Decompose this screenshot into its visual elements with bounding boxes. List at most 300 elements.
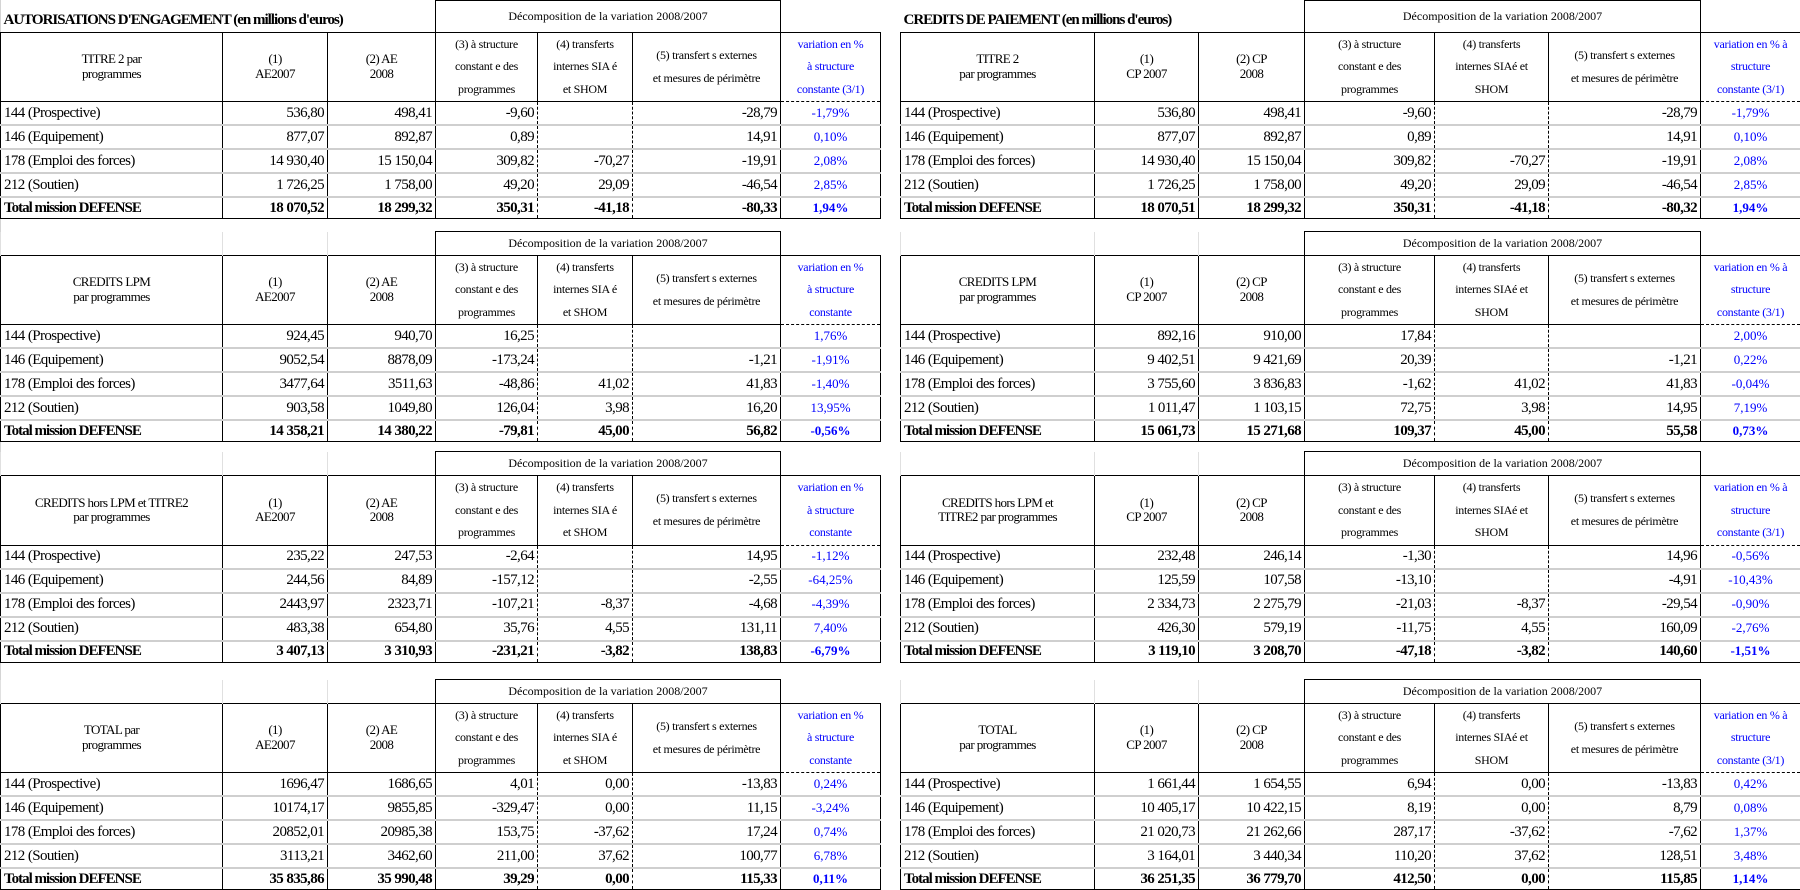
row-label: 212 (Soutien) <box>901 396 1095 420</box>
structure-constant: -11,75 <box>1305 617 1435 641</box>
variation-percent: 0,08% <box>1701 796 1800 820</box>
column-header-row <box>901 32 1800 101</box>
value-ae-cp-2008: 84,89 <box>328 569 436 593</box>
value-ae-cp-2007: 924,45 <box>223 324 328 348</box>
variation-percent: -10,43% <box>1701 569 1800 593</box>
row-header: TOTAL par programmes <box>901 703 1095 772</box>
external-transfers: 14,91 <box>633 125 781 149</box>
internal-transfers: 0,00 <box>538 796 633 820</box>
row-label: 144 (Prospective) <box>1 545 223 569</box>
total-value: 18 070,52 <box>223 197 328 219</box>
row-header: TITRE 2 par programmes <box>901 32 1095 101</box>
structure-constant: 20,39 <box>1305 348 1435 372</box>
row-header: CREDITS hors LPM et TITRE2 par programmes <box>901 475 1095 545</box>
left-table-title: AUTORISATIONS D'ENGAGEMENT (en millions d'euros) <box>1 1 436 33</box>
column-header-3: (3) à structure constant e des programmes <box>1305 255 1435 324</box>
value-ae-cp-2007: 536,80 <box>223 101 328 125</box>
right-table-2 <box>900 231 1800 442</box>
external-transfers <box>1549 324 1701 348</box>
decomposition-header: Décomposition de la variation 2008/2007 <box>1305 232 1701 256</box>
column-header-5: (5) transfert s externes et mesures de périmètre <box>1549 475 1701 545</box>
external-transfers: 8,79 <box>1549 796 1701 820</box>
external-transfers: 14,96 <box>1549 545 1701 569</box>
decomposition-row <box>1 232 881 256</box>
total-value: 0,00 <box>1435 868 1549 890</box>
internal-transfers <box>1435 545 1549 569</box>
value-ae-cp-2008: 9855,85 <box>328 796 436 820</box>
table-row <box>1 173 881 197</box>
row-label: 212 (Soutien) <box>901 173 1095 197</box>
structure-constant: 6,94 <box>1305 772 1435 796</box>
internal-transfers: -70,27 <box>538 149 633 173</box>
table-row <box>1 820 881 844</box>
value-ae-cp-2007: 2 334,73 <box>1095 593 1199 617</box>
structure-constant: 4,01 <box>436 772 538 796</box>
total-label: Total mission DEFENSE <box>1 420 223 442</box>
variation-percent: 0,42% <box>1701 772 1800 796</box>
column-header-2: (2) AE 2008 <box>328 703 436 772</box>
table-row <box>901 348 1800 372</box>
column-header-4: (4) transferts internes SIAé et SHOM <box>1435 703 1549 772</box>
variation-percent: -3,24% <box>781 796 881 820</box>
column-header-row <box>1 703 881 772</box>
table-row <box>901 372 1800 396</box>
value-ae-cp-2007: 10174,17 <box>223 796 328 820</box>
row-label: 178 (Emploi des forces) <box>901 820 1095 844</box>
value-ae-cp-2008: 892,87 <box>1199 125 1305 149</box>
table-row <box>1 372 881 396</box>
total-value: 55,58 <box>1549 420 1701 442</box>
total-value: 412,50 <box>1305 868 1435 890</box>
column-header-4: (4) transferts internes SIAé et SHOM <box>1435 32 1549 101</box>
structure-constant: -329,47 <box>436 796 538 820</box>
value-ae-cp-2007: 1 726,25 <box>223 173 328 197</box>
total-value: 15 271,68 <box>1199 420 1305 442</box>
internal-transfers: -37,62 <box>1435 820 1549 844</box>
internal-transfers <box>538 324 633 348</box>
value-ae-cp-2007: 3 164,01 <box>1095 844 1199 868</box>
table-row <box>901 820 1800 844</box>
value-ae-cp-2007: 426,30 <box>1095 617 1199 641</box>
total-value: -3,82 <box>1435 641 1549 663</box>
value-ae-cp-2007: 877,07 <box>1095 125 1199 149</box>
external-transfers: 16,20 <box>633 396 781 420</box>
value-ae-cp-2007: 1 726,25 <box>1095 173 1199 197</box>
total-value: 18 070,51 <box>1095 197 1199 219</box>
empty-cell <box>223 452 328 476</box>
total-value: -80,33 <box>633 197 781 219</box>
column-header-2: (2) AE 2008 <box>328 255 436 324</box>
empty-cell <box>1199 680 1305 704</box>
total-row <box>901 197 1800 219</box>
decomposition-header: Décomposition de la variation 2008/2007 <box>436 680 781 704</box>
internal-transfers <box>1435 348 1549 372</box>
total-label: Total mission DEFENSE <box>1 641 223 663</box>
external-transfers: 17,24 <box>633 820 781 844</box>
empty-cell <box>1095 680 1199 704</box>
column-header-3: (3) à structure constant e des programmes <box>436 475 538 545</box>
value-ae-cp-2007: 14 930,40 <box>1095 149 1199 173</box>
left-table-1 <box>0 0 881 219</box>
empty-cell <box>1095 232 1199 256</box>
decomposition-row <box>901 232 1800 256</box>
structure-constant: 211,00 <box>436 844 538 868</box>
total-value: -6,79% <box>781 641 881 663</box>
value-ae-cp-2007: 3477,64 <box>223 372 328 396</box>
internal-transfers <box>538 348 633 372</box>
left-table-4 <box>0 679 881 890</box>
value-ae-cp-2007: 20852,01 <box>223 820 328 844</box>
decomposition-header: Décomposition de la variation 2008/2007 <box>1305 452 1701 476</box>
column-header-row <box>901 703 1800 772</box>
total-row <box>1 197 881 219</box>
internal-transfers: 3,98 <box>1435 396 1549 420</box>
internal-transfers <box>538 545 633 569</box>
value-ae-cp-2007: 1696,47 <box>223 772 328 796</box>
variation-percent: 1,37% <box>1701 820 1800 844</box>
value-ae-cp-2008: 2323,71 <box>328 593 436 617</box>
external-transfers: 14,95 <box>633 545 781 569</box>
column-header-row <box>1 255 881 324</box>
variation-percent: 7,19% <box>1701 396 1800 420</box>
external-transfers: -28,79 <box>1549 101 1701 125</box>
table-row <box>1 324 881 348</box>
left-table-3 <box>0 451 881 663</box>
column-header-2: (2) CP 2008 <box>1199 32 1305 101</box>
row-label: 144 (Prospective) <box>901 324 1095 348</box>
value-ae-cp-2007: 244,56 <box>223 569 328 593</box>
row-label: 146 (Equipement) <box>1 569 223 593</box>
total-row <box>1 641 881 663</box>
external-transfers: 131,11 <box>633 617 781 641</box>
value-ae-cp-2008: 9 421,69 <box>1199 348 1305 372</box>
internal-transfers: -8,37 <box>1435 593 1549 617</box>
empty-cell <box>1095 452 1199 476</box>
total-value: 15 061,73 <box>1095 420 1199 442</box>
internal-transfers: 4,55 <box>1435 617 1549 641</box>
external-transfers: 14,95 <box>1549 396 1701 420</box>
column-header-1: (1) CP 2007 <box>1095 255 1199 324</box>
total-value: 115,85 <box>1549 868 1701 890</box>
column-header-5: (5) transfert s externes et mesures de périmètre <box>633 255 781 324</box>
variation-percent: -0,90% <box>1701 593 1800 617</box>
value-ae-cp-2008: 579,19 <box>1199 617 1305 641</box>
total-value: 45,00 <box>1435 420 1549 442</box>
total-value: 3 119,10 <box>1095 641 1199 663</box>
structure-constant: -2,64 <box>436 545 538 569</box>
variation-percent: -4,39% <box>781 593 881 617</box>
column-header-5: (5) transfert s externes et mesures de périmètre <box>633 703 781 772</box>
value-ae-cp-2008: 498,41 <box>1199 101 1305 125</box>
total-value: 18 299,32 <box>328 197 436 219</box>
value-ae-cp-2008: 1 758,00 <box>1199 173 1305 197</box>
empty-cell <box>1701 452 1800 476</box>
total-value: 1,94% <box>781 197 881 219</box>
empty-cell <box>223 232 328 256</box>
external-transfers: 160,09 <box>1549 617 1701 641</box>
variation-percent: 7,40% <box>781 617 881 641</box>
structure-constant: 16,25 <box>436 324 538 348</box>
column-header-4: (4) transferts internes SIA é et SHOM <box>538 475 633 545</box>
column-header-2: (2) CP 2008 <box>1199 255 1305 324</box>
column-header-5: (5) transfert s externes et mesures de périmètre <box>1549 703 1701 772</box>
value-ae-cp-2007: 892,16 <box>1095 324 1199 348</box>
value-ae-cp-2008: 15 150,04 <box>1199 149 1305 173</box>
row-label: 178 (Emploi des forces) <box>1 372 223 396</box>
total-value: 138,83 <box>633 641 781 663</box>
column-header-1: (1) AE2007 <box>223 703 328 772</box>
right-table-title: CREDITS DE PAIEMENT (en millions d'euros) <box>901 1 1305 33</box>
table-row <box>901 593 1800 617</box>
internal-transfers: 37,62 <box>538 844 633 868</box>
row-label: 178 (Emploi des forces) <box>1 593 223 617</box>
table-row <box>901 324 1800 348</box>
row-label: 212 (Soutien) <box>1 396 223 420</box>
table-row <box>901 101 1800 125</box>
column-header-row <box>901 475 1800 545</box>
value-ae-cp-2007: 3 755,60 <box>1095 372 1199 396</box>
row-header: CREDITS LPM par programmes <box>901 255 1095 324</box>
row-label: 212 (Soutien) <box>901 617 1095 641</box>
value-ae-cp-2008: 1 654,55 <box>1199 772 1305 796</box>
value-ae-cp-2008: 1049,80 <box>328 396 436 420</box>
row-label: 178 (Emploi des forces) <box>901 149 1095 173</box>
structure-constant: -21,03 <box>1305 593 1435 617</box>
decomposition-row <box>901 1 1800 33</box>
value-ae-cp-2008: 892,87 <box>328 125 436 149</box>
external-transfers: 14,91 <box>1549 125 1701 149</box>
column-header-row <box>1 475 881 545</box>
variation-percent: 13,95% <box>781 396 881 420</box>
empty-cell <box>328 232 436 256</box>
value-ae-cp-2007: 536,80 <box>1095 101 1199 125</box>
structure-constant: -173,24 <box>436 348 538 372</box>
internal-transfers <box>1435 324 1549 348</box>
row-label: 146 (Equipement) <box>1 348 223 372</box>
value-ae-cp-2008: 15 150,04 <box>328 149 436 173</box>
internal-transfers: 0,00 <box>1435 796 1549 820</box>
value-ae-cp-2007: 9052,54 <box>223 348 328 372</box>
total-value: -80,32 <box>1549 197 1701 219</box>
right-table-4 <box>900 679 1800 890</box>
decomposition-header: Décomposition de la variation 2008/2007 <box>1305 1 1701 33</box>
variation-header: variation en % à structure constante <box>781 475 881 545</box>
total-value: -79,81 <box>436 420 538 442</box>
value-ae-cp-2007: 232,48 <box>1095 545 1199 569</box>
total-value: 115,33 <box>633 868 781 890</box>
variation-percent: 0,10% <box>781 125 881 149</box>
decomposition-row <box>1 1 881 33</box>
column-header-2: (2) CP 2008 <box>1199 703 1305 772</box>
external-transfers: -19,91 <box>633 149 781 173</box>
value-ae-cp-2008: 247,53 <box>328 545 436 569</box>
empty-cell <box>901 232 1095 256</box>
structure-constant: 8,19 <box>1305 796 1435 820</box>
structure-constant: 49,20 <box>436 173 538 197</box>
structure-constant: 0,89 <box>436 125 538 149</box>
empty-cell <box>328 452 436 476</box>
value-ae-cp-2007: 877,07 <box>223 125 328 149</box>
value-ae-cp-2008: 3 440,34 <box>1199 844 1305 868</box>
variation-percent: -1,91% <box>781 348 881 372</box>
external-transfers: -13,83 <box>633 772 781 796</box>
value-ae-cp-2007: 235,22 <box>223 545 328 569</box>
table-row <box>1 396 881 420</box>
row-label: 146 (Equipement) <box>901 569 1095 593</box>
variation-header: variation en % à structure constante (3/1) <box>1701 255 1800 324</box>
value-ae-cp-2008: 107,58 <box>1199 569 1305 593</box>
row-label: 146 (Equipement) <box>901 796 1095 820</box>
empty-cell <box>781 1 881 33</box>
total-value: 1,94% <box>1701 197 1800 219</box>
structure-constant: 72,75 <box>1305 396 1435 420</box>
structure-constant: -1,62 <box>1305 372 1435 396</box>
external-transfers: -19,91 <box>1549 149 1701 173</box>
variation-percent: 2,85% <box>1701 173 1800 197</box>
decomposition-header: Décomposition de la variation 2008/2007 <box>1305 680 1701 704</box>
value-ae-cp-2008: 654,80 <box>328 617 436 641</box>
total-value: 109,37 <box>1305 420 1435 442</box>
total-value: 14 380,22 <box>328 420 436 442</box>
internal-transfers <box>538 101 633 125</box>
external-transfers: -1,21 <box>1549 348 1701 372</box>
external-transfers: 11,15 <box>633 796 781 820</box>
column-header-5: (5) transfert s externes et mesures de périmètre <box>633 32 781 101</box>
column-header-row <box>1 32 881 101</box>
external-transfers: -1,21 <box>633 348 781 372</box>
structure-constant: -1,30 <box>1305 545 1435 569</box>
structure-constant: 309,82 <box>436 149 538 173</box>
external-transfers: -46,54 <box>633 173 781 197</box>
value-ae-cp-2007: 903,58 <box>223 396 328 420</box>
column-header-4: (4) transferts internes SIA é et SHOM <box>538 703 633 772</box>
internal-transfers: 4,55 <box>538 617 633 641</box>
column-header-4: (4) transferts internes SIA é et SHOM <box>538 32 633 101</box>
column-header-3: (3) à structure constant e des programmes <box>436 255 538 324</box>
value-ae-cp-2008: 246,14 <box>1199 545 1305 569</box>
structure-constant: -107,21 <box>436 593 538 617</box>
variation-percent: -1,79% <box>1701 101 1800 125</box>
total-row <box>901 641 1800 663</box>
column-header-1: (1) AE2007 <box>223 255 328 324</box>
column-header-3: (3) à structure constant e des programmes <box>1305 475 1435 545</box>
table-row <box>901 772 1800 796</box>
variation-percent: -1,40% <box>781 372 881 396</box>
column-header-3: (3) à structure constant e des programmes <box>1305 32 1435 101</box>
variation-percent: -64,25% <box>781 569 881 593</box>
decomposition-row <box>1 680 881 704</box>
total-value: 3 208,70 <box>1199 641 1305 663</box>
column-header-5: (5) transfert s externes et mesures de périmètre <box>1549 32 1701 101</box>
row-label: 178 (Emploi des forces) <box>901 372 1095 396</box>
empty-cell <box>781 452 881 476</box>
total-value: -1,51% <box>1701 641 1800 663</box>
variation-header: variation en % à structure constante (3/1) <box>781 32 881 101</box>
external-transfers: -2,55 <box>633 569 781 593</box>
variation-percent: 2,08% <box>781 149 881 173</box>
column-header-5: (5) transfert s externes et mesures de périmètre <box>1549 255 1701 324</box>
row-label: 144 (Prospective) <box>1 101 223 125</box>
column-header-1: (1) AE2007 <box>223 475 328 545</box>
value-ae-cp-2007: 9 402,51 <box>1095 348 1199 372</box>
external-transfers: -4,91 <box>1549 569 1701 593</box>
decomposition-row <box>1 452 881 476</box>
empty-cell <box>1701 1 1800 33</box>
external-transfers: -13,83 <box>1549 772 1701 796</box>
variation-percent: 3,48% <box>1701 844 1800 868</box>
total-label: Total mission DEFENSE <box>901 420 1095 442</box>
variation-percent: -1,12% <box>781 545 881 569</box>
external-transfers: 128,51 <box>1549 844 1701 868</box>
variation-percent: -0,04% <box>1701 372 1800 396</box>
structure-constant: -157,12 <box>436 569 538 593</box>
empty-cell <box>1701 232 1800 256</box>
variation-percent: 0,10% <box>1701 125 1800 149</box>
internal-transfers: 29,09 <box>1435 173 1549 197</box>
value-ae-cp-2007: 2443,97 <box>223 593 328 617</box>
structure-constant: 110,20 <box>1305 844 1435 868</box>
internal-transfers: 41,02 <box>1435 372 1549 396</box>
table-row <box>901 617 1800 641</box>
variation-percent: 0,24% <box>781 772 881 796</box>
column-header-2: (2) CP 2008 <box>1199 475 1305 545</box>
value-ae-cp-2008: 498,41 <box>328 101 436 125</box>
table-row <box>901 796 1800 820</box>
table-row <box>901 569 1800 593</box>
total-value: 0,00 <box>538 868 633 890</box>
table-row <box>901 149 1800 173</box>
empty-cell <box>901 680 1095 704</box>
variation-percent: 1,76% <box>781 324 881 348</box>
column-header-5: (5) transfert s externes et mesures de périmètre <box>633 475 781 545</box>
value-ae-cp-2007: 483,38 <box>223 617 328 641</box>
row-label: 144 (Prospective) <box>1 772 223 796</box>
total-row <box>1 420 881 442</box>
empty-cell <box>1701 680 1800 704</box>
external-transfers <box>633 324 781 348</box>
total-value: 45,00 <box>538 420 633 442</box>
external-transfers: -29,54 <box>1549 593 1701 617</box>
internal-transfers <box>538 569 633 593</box>
row-label: 178 (Emploi des forces) <box>1 149 223 173</box>
variation-percent: 0,22% <box>1701 348 1800 372</box>
table-row <box>1 545 881 569</box>
row-label: 144 (Prospective) <box>901 545 1095 569</box>
total-row <box>901 420 1800 442</box>
value-ae-cp-2007: 21 020,73 <box>1095 820 1199 844</box>
right-table-1 <box>900 0 1800 219</box>
value-ae-cp-2008: 3511,63 <box>328 372 436 396</box>
external-transfers: 41,83 <box>1549 372 1701 396</box>
internal-transfers: 3,98 <box>538 396 633 420</box>
column-header-row <box>901 255 1800 324</box>
internal-transfers: 29,09 <box>538 173 633 197</box>
variation-percent: -2,76% <box>1701 617 1800 641</box>
column-header-1: (1) CP 2007 <box>1095 703 1199 772</box>
total-value: 35 835,86 <box>223 868 328 890</box>
variation-header: variation en % à structure constante <box>781 255 881 324</box>
column-header-3: (3) à structure constant e des programmes <box>436 32 538 101</box>
structure-constant: -48,86 <box>436 372 538 396</box>
total-value: 3 310,93 <box>328 641 436 663</box>
structure-constant: 49,20 <box>1305 173 1435 197</box>
total-value: 1,14% <box>1701 868 1800 890</box>
variation-percent: 0,74% <box>781 820 881 844</box>
table-row <box>1 617 881 641</box>
value-ae-cp-2007: 125,59 <box>1095 569 1199 593</box>
table-row <box>901 545 1800 569</box>
variation-percent: 2,00% <box>1701 324 1800 348</box>
